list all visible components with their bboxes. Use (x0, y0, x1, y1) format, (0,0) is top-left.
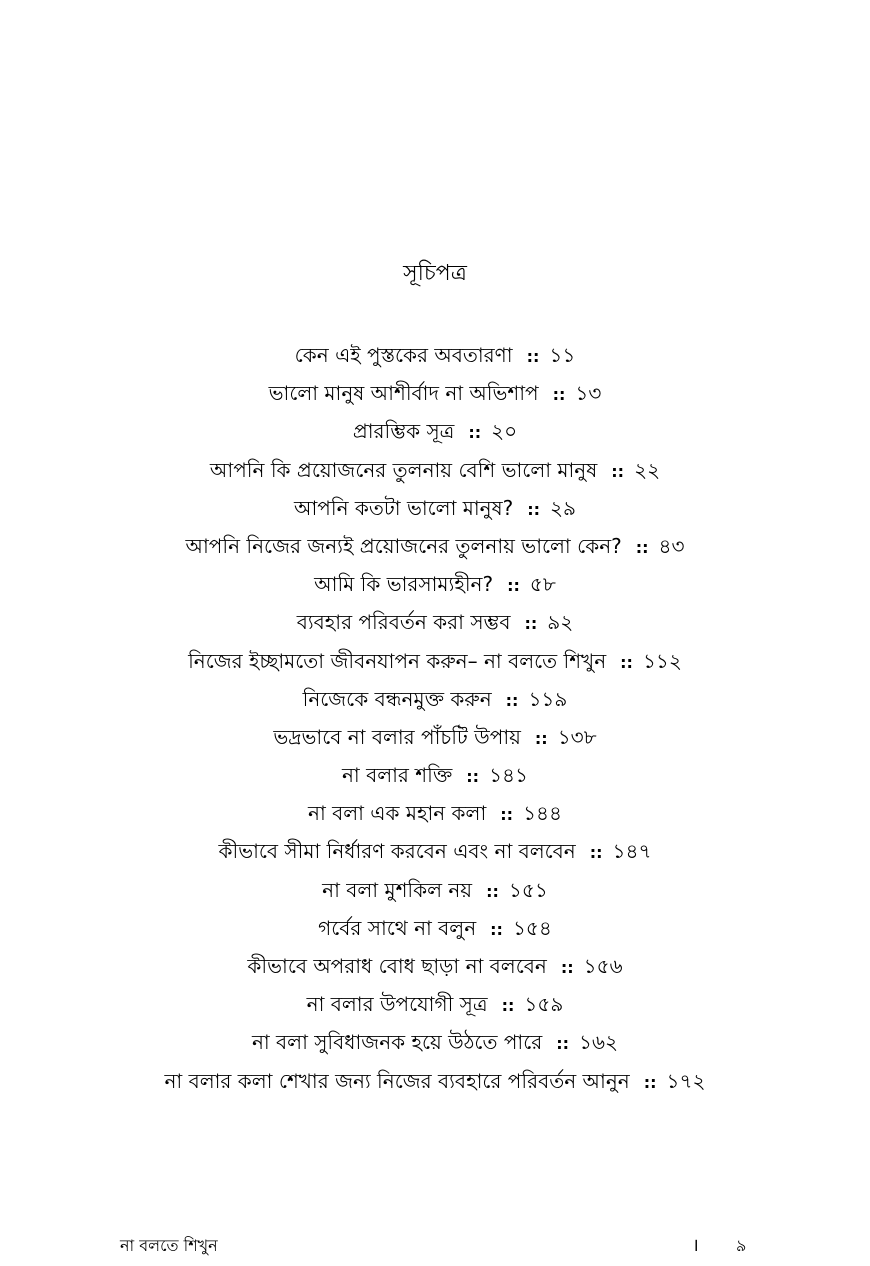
toc-separator: :: (611, 461, 625, 481)
toc-entry-page: ১৪৪ (523, 801, 562, 826)
toc-separator: :: (643, 1072, 657, 1092)
toc-entry (0, 489, 870, 527)
toc-separator: :: (490, 919, 503, 939)
toc-entry-label: না বলার শক্তি (341, 763, 453, 788)
toc-entry-page: ৪৩ (658, 533, 685, 558)
toc-entry (0, 1062, 870, 1100)
toc-entry-page: ৯২ (547, 610, 574, 635)
toc-entry-label: নিজের ইচ্ছামতো জীবনযাপন করুন– না বলতে শিখুন (188, 648, 607, 673)
toc-entry-label: নিজেকে বন্ধনমুক্ত করুন (302, 686, 492, 711)
toc-entry (0, 794, 870, 832)
toc-entry (0, 412, 870, 450)
toc-entry (0, 1023, 870, 1061)
toc-entry (0, 871, 870, 909)
toc-entry-page: ৫৮ (529, 572, 556, 597)
toc-separator: :: (468, 423, 482, 443)
toc-entry-label: না বলার উপযোগী সূত্র (306, 992, 488, 1017)
toc-entry-page: ১১ (549, 343, 576, 367)
toc-separator: :: (560, 958, 574, 977)
toc-separator: :: (534, 728, 548, 748)
toc-entry-label: না বলা সুবিধাজনক হয়ে উঠতে পারে (251, 1030, 543, 1055)
toc-entry (0, 832, 870, 870)
toc-entry-label: না বলা এক মহান কলা (308, 801, 487, 826)
toc-entry-label: কেন এই পুস্তকের অবতারণা (294, 343, 513, 367)
toc-entry-page: ২৯ (550, 495, 577, 520)
toc-separator: :: (486, 881, 499, 901)
toc-entry-label: ভালো মানুষ আশীর্বাদ না অভিশাপ (268, 381, 539, 406)
toc-entry-label: না বলা মুশকিল নয় (322, 877, 473, 902)
toc-entry (0, 336, 870, 374)
toc-entry-label: না বলার কলা শেখার জন্য নিজের ব্যবহারে পরিবর্তন আনুন (164, 1068, 630, 1093)
toc-entry-label: ভদ্রভাবে না বলার পাঁচটি উপায় (273, 724, 521, 749)
toc-entry (0, 565, 870, 603)
footer-divider: । (692, 1235, 699, 1256)
toc-entry-page: ১৭২ (666, 1068, 706, 1093)
toc-entry-page: ১৪১ (489, 763, 528, 788)
toc-entry-label: আপনি নিজের জন্যই প্রয়োজনের তুলনায় ভালো কেন? (185, 533, 622, 558)
toc-entry-page: ১৫৯ (524, 992, 564, 1017)
footer-book-title: না বলতে শিখুন (120, 1236, 218, 1255)
toc-entry (0, 909, 870, 947)
toc-entry (0, 947, 870, 985)
toc-entry-page: ১৩ (575, 381, 602, 406)
toc-separator: :: (556, 1034, 570, 1054)
toc-entry-page: ২০ (491, 419, 518, 444)
toc-entry (0, 374, 870, 412)
table-of-contents (0, 336, 870, 1100)
toc-entry-label: আমি কি ভারসাম্যহীন? (314, 572, 494, 597)
toc-entry (0, 756, 870, 794)
toc-entry-page: ১৫৪ (512, 915, 552, 940)
footer-page-number: ৯ (736, 1236, 747, 1255)
toc-separator: :: (501, 996, 515, 1016)
toc-entry-page: ১১২ (642, 648, 682, 673)
toc-entry (0, 642, 870, 680)
toc-separator: :: (500, 805, 514, 825)
toc-separator: :: (635, 537, 649, 557)
toc-entry-page: ১৫৬ (583, 954, 623, 978)
toc-entry-label: কীভাবে অপরাধ বোধ ছাড়া না বলবেন (247, 954, 547, 978)
toc-entry-label: আপনি কি প্রয়োজনের তুলনায় বেশি ভালো মানুষ (209, 457, 598, 482)
toc-entry-page: ১৫১ (508, 877, 548, 902)
toc-separator: :: (527, 499, 541, 519)
toc-entry-page: ১৪৭ (612, 839, 652, 864)
toc-separator: :: (505, 690, 519, 710)
toc-entry (0, 680, 870, 718)
toc-entry (0, 603, 870, 641)
toc-separator: :: (589, 843, 603, 863)
toc-entry-page: ১৩৮ (557, 724, 597, 749)
toc-separator: :: (552, 385, 566, 405)
toc-entry-label: গর্বের সাথে না বলুন (318, 915, 477, 940)
toc-entry (0, 451, 870, 489)
toc-separator: :: (526, 347, 540, 366)
toc-separator: :: (524, 614, 538, 634)
toc-entry (0, 718, 870, 756)
toc-entry-label: কীভাবে সীমা নির্ধারণ করবেন এবং না বলবেন (218, 839, 576, 864)
toc-entry-label: আপনি কতটা ভালো মানুষ? (293, 495, 514, 520)
toc-entry-page: ১১৯ (528, 686, 568, 711)
toc-entry (0, 527, 870, 565)
toc-entry-page: ২২ (634, 457, 661, 482)
toc-entry-label: প্রারম্ভিক সূত্র (352, 419, 455, 444)
toc-entry (0, 985, 870, 1023)
toc-entry-label: ব্যবহার পরিবর্তন করা সম্ভব (296, 610, 511, 635)
toc-separator: :: (466, 767, 480, 787)
page-title: সূচিপত্র (403, 261, 467, 286)
toc-entry-page: ১৬২ (579, 1030, 619, 1055)
toc-separator: :: (620, 652, 633, 672)
toc-separator: :: (507, 576, 520, 596)
